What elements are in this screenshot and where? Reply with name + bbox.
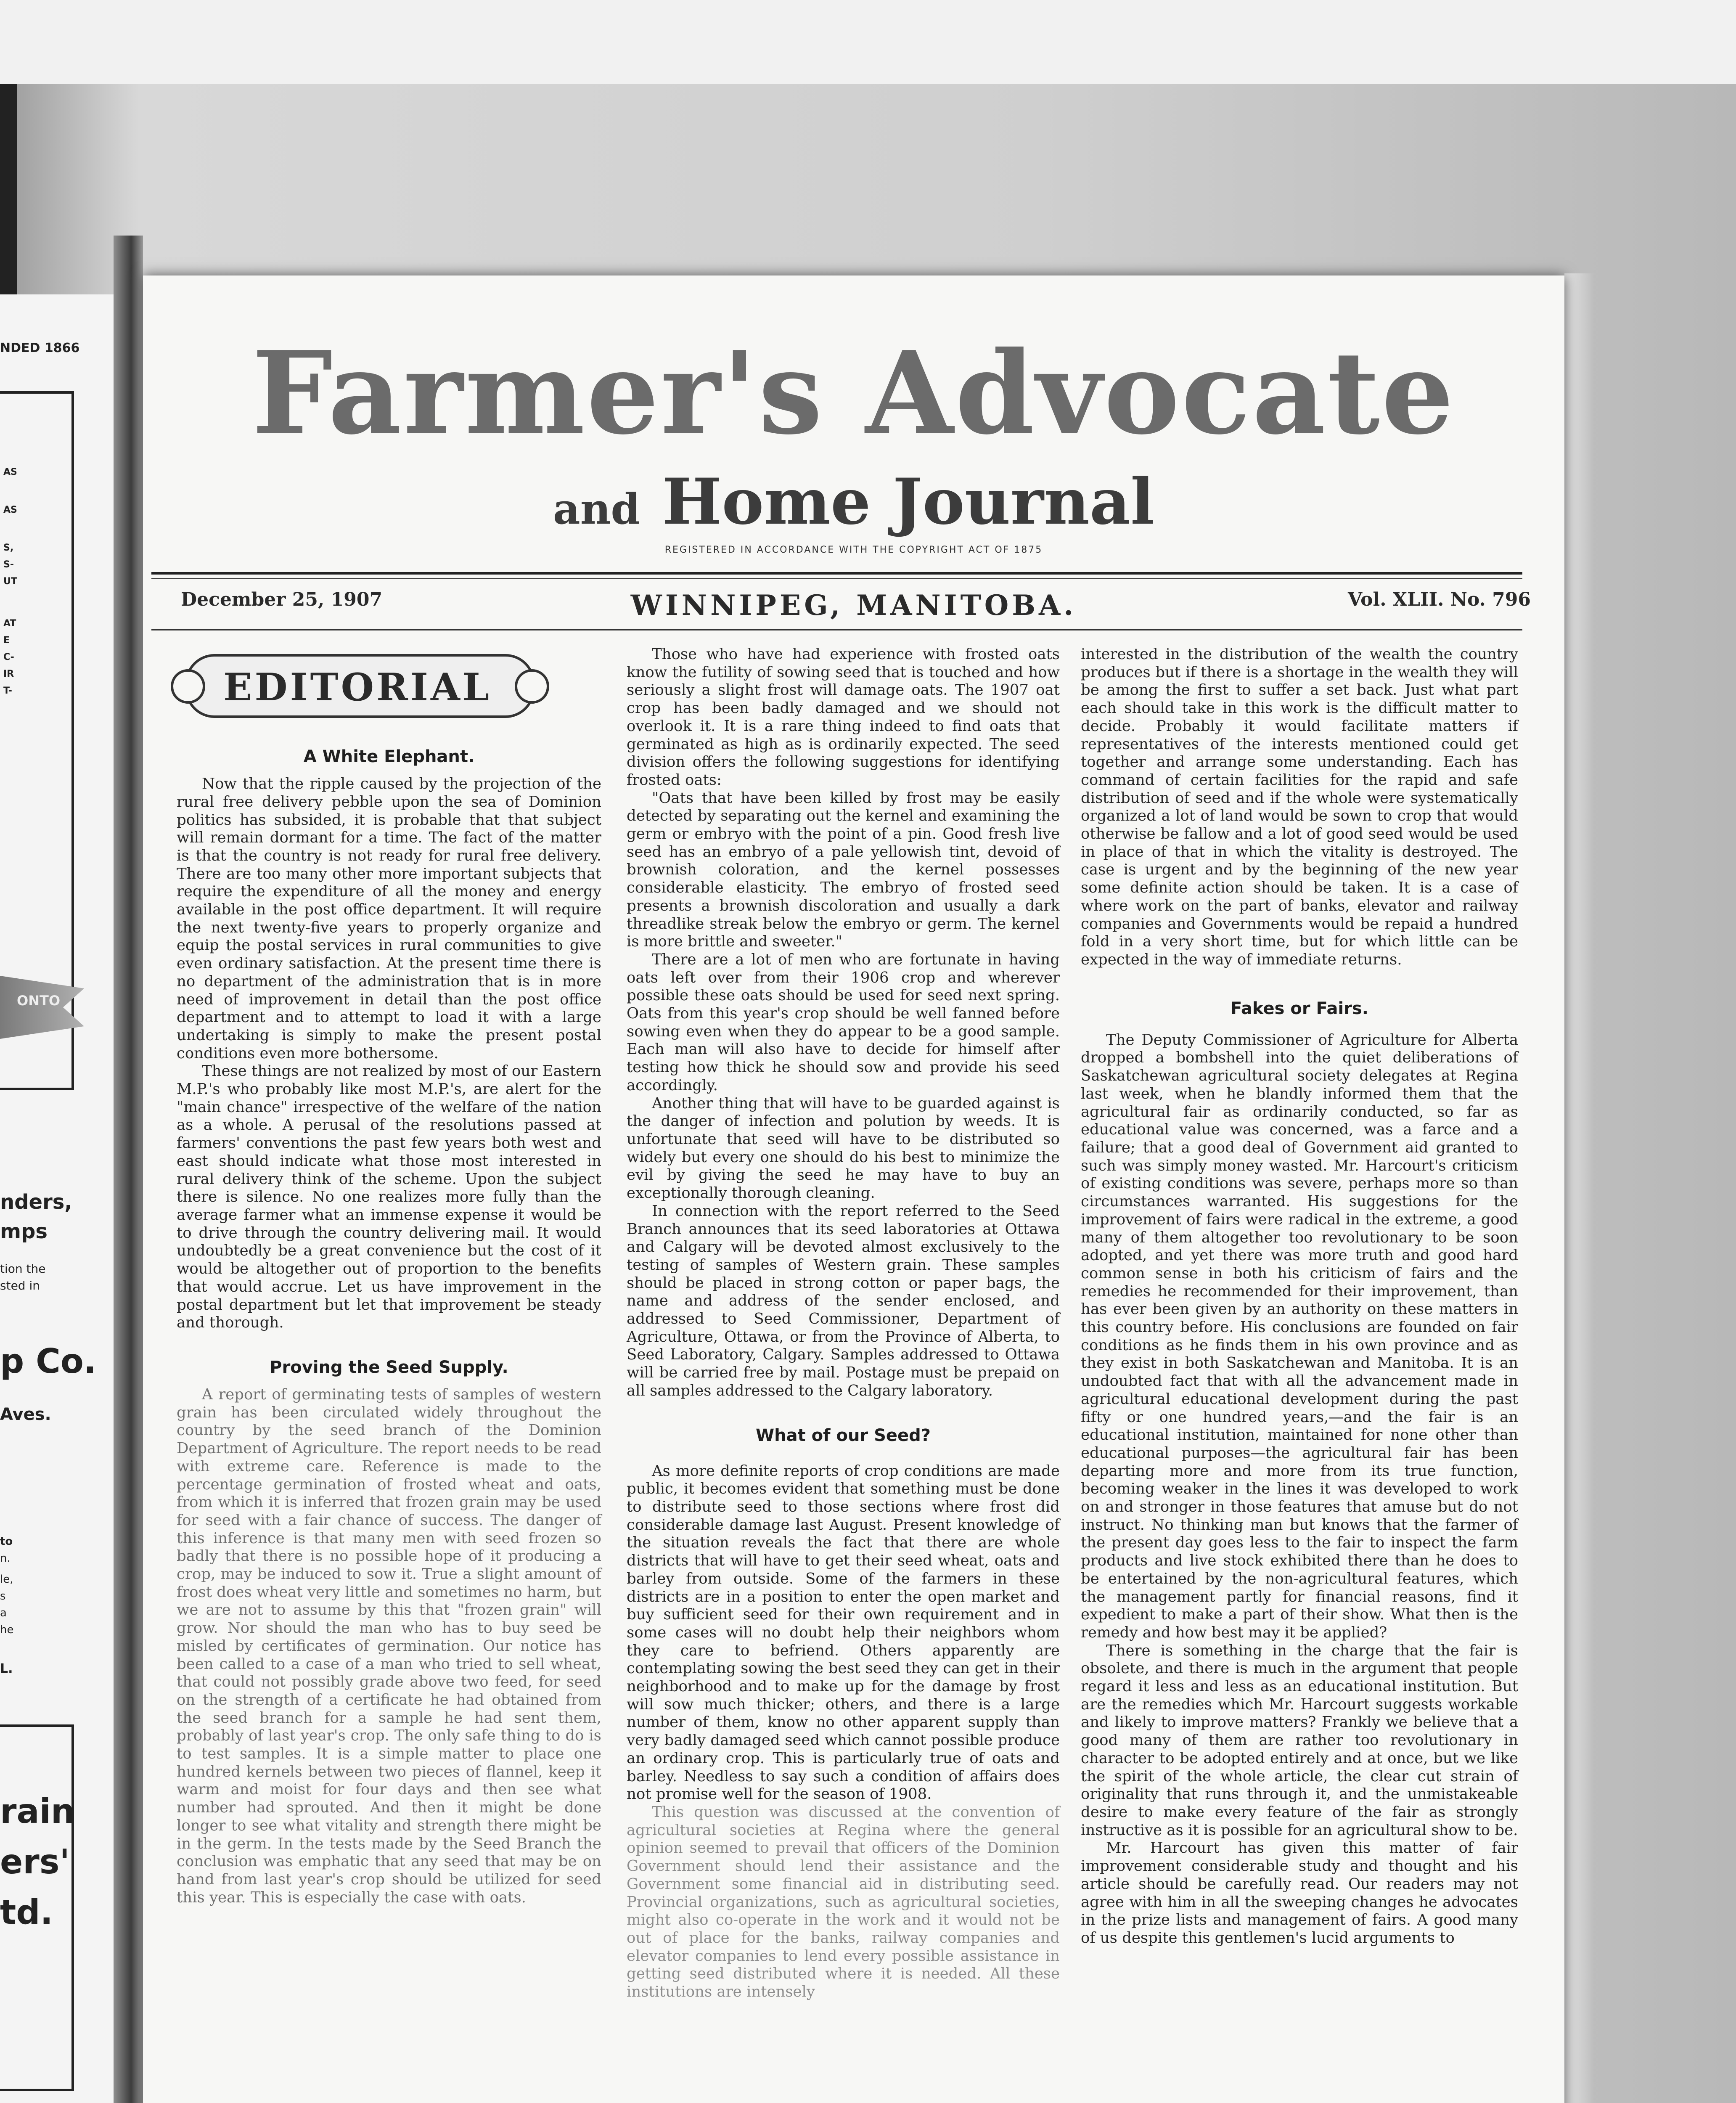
prev-fragment: AT xyxy=(3,618,16,629)
prev-fragment: p Co. xyxy=(0,1342,97,1381)
prev-fragment: L. xyxy=(0,1661,13,1676)
prev-fragment: UT xyxy=(3,576,17,587)
prev-fragment: rain xyxy=(0,1792,75,1831)
scanner-top-band xyxy=(0,0,1736,84)
article-paragraph: There are a lot of men who are fortunate in having oats left over from their 1906 crop and wherever possible these oats should be used for seed next spring. Oats from this year's crop should be well fanned before sowing even when they do appear to be a good sample. Each man will also have to decide for himself after testing how thick he should sow and provide his seed accordingly. xyxy=(627,951,1060,1094)
article-paragraph: interested in the distribution of the wealth the country produces but if there is a shortage in the wealth they will be among the first to suffer a set back. Just what part each should take in this work is the difficult matter to decide. Probably it would facilitate matters if representatives of the interests mentioned could get together and arrange some understanding. Each has command of certain facilities for the rapid and safe distribution of seed and if the whole were systematically organized a lot of land would be sown to crop that would otherwise be fallow and a lot of good seed would be used in place of that in which the vitality is destroyed. The case is urgent and by the beginning of the new year some definite action should be taken. It is a case of where work on the part of banks, elevator and railway companies and Governments would be repaid a hundred fold in a very short time, but for which little can be expected in the way of immediate returns. xyxy=(1081,646,1518,968)
masthead-and: and xyxy=(553,484,640,534)
article-paragraph: As more definite reports of crop conditions are made public, it becomes evident that something must be done to distribute seed to those sections where frost did considerable damage last August. Present knowledge of the situation reveals the fact that there are whole districts that will have to get their seed wheat, oats and barley from outside. Some of the farmers in these districts are in a position to enter the open market and buy sufficient seed for their own requirement and in some cases will no doubt help their neighbors whom they care to befriend. Others apparently are contemplating sowing the best seed they can get in their neighborhood and to make up for the damage by frost will sow much thicker; others, and there is a large number of them, know no other apparent supply than very badly damaged seed which cannot possible produce an ordinary crop. This is particularly true of oats and barley. Needless to say such a condition of affairs does not promise well for the season of 1908. xyxy=(627,1462,1060,1803)
issue-date: December 25, 1907 xyxy=(181,589,383,610)
prev-fragment: ers' xyxy=(0,1842,70,1881)
newspaper-page xyxy=(143,275,1564,2103)
prev-fragment: mps xyxy=(0,1220,48,1243)
article-heading-fakes-or-fairs: Fakes or Fairs. xyxy=(1231,999,1368,1018)
prev-fragment: to xyxy=(0,1535,13,1548)
article-paragraph: Those who have had experience with frosted oats know the futility of sowing seed that is touched and how seriously a slight frost will damage oats. The 1907 oat crop has been badly damaged and we should not overlook it. It is a rare thing indeed to find oats that germinated as high as is ordinarily expected. The seed division offers the following suggestions for identifying frosted oats: xyxy=(627,646,1060,789)
editorial-banner-label: EDITORIAL xyxy=(223,665,492,710)
prev-fragment: td. xyxy=(0,1893,53,1932)
prev-fragment: he xyxy=(0,1624,14,1636)
book-spine-shadow xyxy=(114,236,143,2103)
issue-volume: Vol. XLII. No. 796 xyxy=(1348,589,1531,610)
article-paragraph: In connection with the report referred to the Seed Branch announces that its seed laboratories at Ottawa and Calgary will be devoted almost exclusively to the testing of samples of Western grain. These samples should be placed in strong cotton or paper bags, the name and address of the sender enclosed, and addressed to Seed Commissioner, Department of Agriculture, Ottawa, or from the Province of Alberta, to Seed Laboratory, Calgary. Samples addressed to Ottawa will be carried free by mail. Postage must be prepaid on all samples addressed to the Calgary laboratory. xyxy=(627,1202,1060,1399)
copyright-notice: REGISTERED IN ACCORDANCE WITH THE COPYRIGHT ACT OF 1875 xyxy=(664,545,1043,555)
article-paragraph: A report of germinating tests of samples of western grain has been circulated widely throughout the country by the seed branch of the Dominion Department of Agriculture. The report needs to be read with extreme care. Reference is made to the percentage germination of frosted wheat and oats, from which it is inferred that frozen grain may be used for seed with a fair chance of success. The danger of this inference is that many men with seed frozen so badly that there is no possible hope of it producing a crop, may be induced to sow it. True a slight amount of frost does wheat very little and sometimes no harm, but we are not to assume by this that "frozen grain" will grow. Nor should the man who has to buy seed be misled by certificates of germination. Our notice has been called to a case of a man who tried to sell wheat, that could not possibly grade above two feed, for seed on the strength of a certificate he had obtained from the seed branch for a sample he had sent them, probably of last year's crop. The only safe thing to do is to test samples. It is a simple matter to place one hundred kernels between two pieces of flannel, keep it warm and moist for four days and then see what number had sprouted. And then it might be done longer to see what vitality and strength there might be in the germ. In the tests made by the Seed Branch the conclusion was emphatic that any seed that may be on hand from last year's crop should be utilized for seed this year. This is especially the case with oats. xyxy=(177,1386,601,1906)
prev-fragment: sted in xyxy=(0,1279,40,1293)
article-heading-white-elephant: A White Elephant. xyxy=(303,747,475,766)
article-paragraph: These things are not realized by most of our Eastern M.P.'s who probably like most M.P.'s, are alert for the "main chance" irrespective of the welfare of the nation as a whole. A perusal of the resolutions passed at farmers' conventions the past few years both west and east should indicate what those most interested in rural delivery think of the scheme. Upon the subject there is silence. No one realizes more fully than the average farmer what an immense expense it would be to drive through the country delivering mail. It would undoubtedly be a great convenience but the cost of it would be altogether out of proportion to the benefits that would accrue. Let us have improvement in the postal department but let that improvement be steady and thorough. xyxy=(177,1062,601,1332)
prev-header-fragment: NDED 1866 xyxy=(0,341,80,355)
prev-fragment: AS xyxy=(3,505,17,515)
article-heading-our-seed: What of our Seed? xyxy=(756,1425,931,1445)
prev-fragment: Aves. xyxy=(0,1405,51,1424)
masthead-home-journal: Home Journal xyxy=(662,465,1155,539)
previous-page-fragment xyxy=(0,294,114,2103)
column-2 xyxy=(627,646,1060,2001)
prev-fragment: C- xyxy=(3,652,14,662)
prev-fragment: T- xyxy=(3,686,12,696)
article-paragraph: "Oats that have been killed by frost may be easily detected by separating out the kernel and examining the germ or embryo with the point of a pin. Good fresh live seed has an embryo of a pale yellowish tint, devoid of brownish coloration, and the kernel possesses considerable elasticity. The embryo of frosted seed presents a brownish discoloration and usually a dark threadlike streak below the embryo or germ. The kernel is more brittle and sweeter." xyxy=(627,789,1060,951)
header-rule xyxy=(151,572,1522,575)
prev-fragment: s xyxy=(0,1590,6,1602)
article-heading-seed-supply: Proving the Seed Supply. xyxy=(270,1357,508,1377)
column-1 xyxy=(177,646,601,1907)
prev-fragment: S, xyxy=(3,543,14,553)
dateline-rule xyxy=(151,629,1522,630)
column-3 xyxy=(1081,646,1518,1947)
article-paragraph: There is something in the charge that the fair is obsolete, and there is much in the argument that people regard it less and less as an educational institution. But are the remedies which Mr. Harcourt suggests workable and likely to improve matters? Frankly we believe that a good many of them are rather too revolutionary in character to be adopted entirely and at once, but we like the spirit of the whole article, the clear cut strain of originality that runs through it, and the unmistakeable desire to make every feature of the fair as strongly instructive as it is possible for an agricultural show to be. xyxy=(1081,1642,1518,1839)
header-rule-thin xyxy=(151,578,1522,579)
article-paragraph: Mr. Harcourt has given this matter of fair improvement considerable study and thought and his article should be carefully read. Our readers may not agree with him in all the sweeping changes he advocates in the prize lists and management of fairs. A good many of us despite this gentlemen's lucid arguments to xyxy=(1081,1839,1518,1947)
article-paragraph: Another thing that will have to be guarded against is the danger of infection and polution by weeds. It is unfortunate that seed will have to be distributed so widely but every one should do his best to minimize the evil by giving the seed he may have to buy an exceptionally thorough cleaning. xyxy=(627,1094,1060,1202)
masthead-subtitle xyxy=(143,465,1564,539)
issue-city: WINNIPEG, MANITOBA. xyxy=(630,589,1077,622)
prev-fragment: IR xyxy=(3,669,14,679)
prev-fragment: E xyxy=(3,635,10,646)
article-paragraph: This question was discussed at the convention of agricultural societies at Regina where the general opinion seemed to prevail that officers of the Dominion Government should lend their assistance and the Government some financial aid in distributing seed. Provincial organizations, such as agricultural societies, might also co-operate in the work and it would not be out of place for the banks, railway companies and elevator companies to lend every possible assistance in getting seed distributed where it is needed. All these institutions are intensely xyxy=(627,1804,1060,2001)
page-edge-stack xyxy=(1564,273,1594,2103)
prev-fragment: le, xyxy=(0,1573,13,1586)
prev-ribbon-label: ONTO xyxy=(17,993,61,1009)
article-paragraph: Now that the ripple caused by the projection of the rural free delivery pebble upon the sea of Dominion politics has subsided, it is probable that that subject will remain dormant for a time. The fact of the matter is that the country is not ready for rural free delivery. There are too many other more important subjects that require the expenditure of all the money and energy available in the post office department. It will require the next twenty-five years to properly organize and equip the postal services in rural communities to give even ordinary satisfaction. At the present time there is no department of the administration that is in more need of improvement in detail than the post office department and to attempt to load it with a large undertaking is simply to make the present postal conditions even more bothersome. xyxy=(177,775,601,1062)
prev-fragment: nders, xyxy=(0,1190,72,1214)
prev-fragment: AS xyxy=(3,467,17,477)
prev-fragment: n. xyxy=(0,1552,11,1565)
prev-fragment: tion the xyxy=(0,1262,46,1276)
prev-fragment: S- xyxy=(3,559,14,570)
article-paragraph: The Deputy Commissioner of Agriculture for Alberta dropped a bombshell into the quiet deliberations of Saskatchewan agricultural society delegates at Regina last week, when he blandly informed them that the agricultural fair as ordinarily conducted, so far as educational value was concerned, was a farce and a failure; that a good deal of Government aid granted to such was simply money wasted. Mr. Harcourt's criticism of existing conditions was severe, perhaps more so than circumstances warranted. His suggestions for the improvement of fairs were radical in the extreme, a good many of them altogether too revolutionary to be soon adopted, and yet there was more truth and good hard common sense in both his criticism of fairs and the remedies he recommended for their improvement, than has ever been given by an authority on these matters in this country before. His conclusions are founded on fair conditions as he finds them in his own province and as they exist in both Saskatchewan and Manitoba. It is an undoubted fact that with all the advancement made in agricultural educational development during the past fifty or one hundred years,—and the fair is an educational institution, maintained for none other than educational purposes—the agricultural fair has been departing more and more from its true function, becoming weaker in the lines it was developed to work on and stronger in those features that amuse but do not instruct. No thinking man but knows that the farmer of the present day goes less to the fair to inspect the farm products and live stock exhibited there than he does to be entertained by the non-agricultural features, which the management partly for financial reasons, find it expedient to make a part of their show. What then is the remedy and how best may it be applied? xyxy=(1081,1031,1518,1641)
prev-fragment: a xyxy=(0,1607,7,1619)
masthead-title: Farmer's Advocate xyxy=(252,326,1455,460)
editorial-banner xyxy=(185,646,547,721)
